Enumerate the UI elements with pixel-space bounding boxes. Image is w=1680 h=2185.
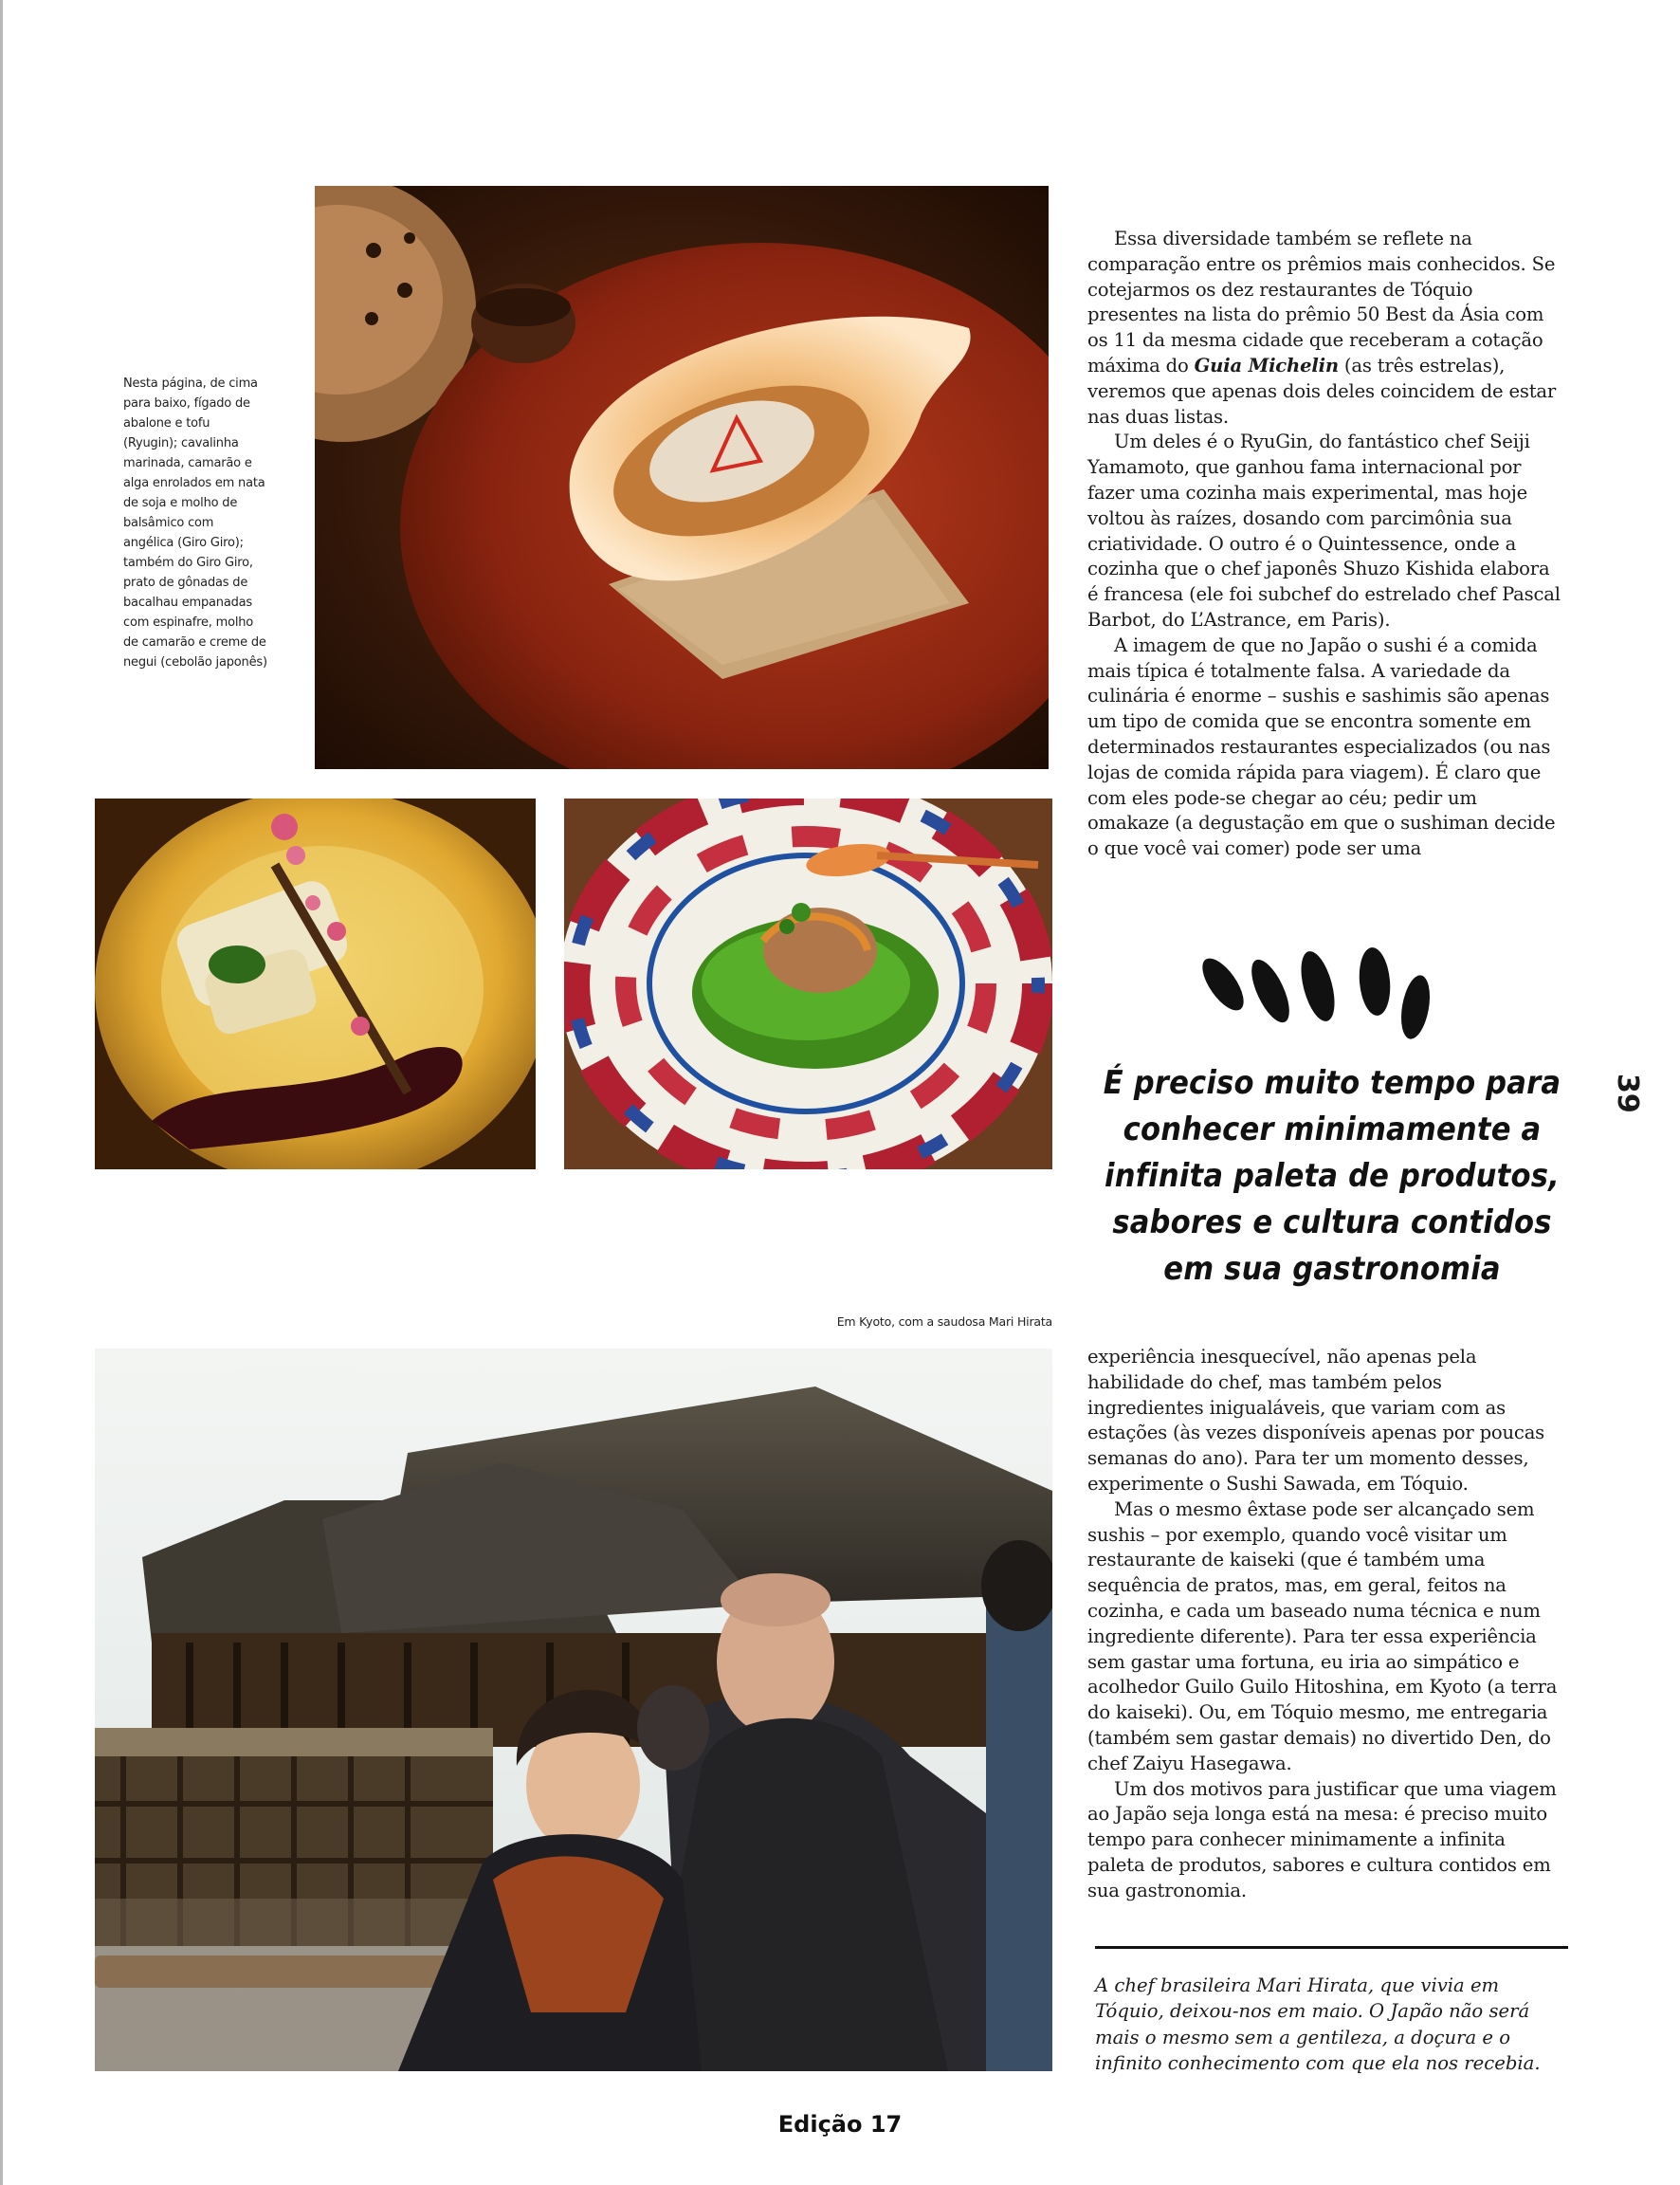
pull-quote: É preciso muito tempo para conhecer minimamente a infinita paleta de produtos, sabores e cultura contidos em sua gastronomia bbox=[1103, 1064, 1561, 1288]
article-column-bottom bbox=[1087, 1345, 1563, 1904]
caption-dishes: Nesta página, de cima para baixo, fígado de abalone e tofu (Ryugin); cavalinha marinada, camarão e alga enrolados em nata de soja e molho de balsâmico com angélica (Giro Giro); também do Giro Giro, prato de gônadas de bacalhau empanadas com espinafre, molho de camarão e creme de negui (cebolão japonês) bbox=[123, 376, 267, 670]
article-paragraph-4: experiência inesquecível, não apenas pela habilidade do chef, mas também pelos ingredientes inigualáveis, que variam com as estações (às vezes disponíveis apenas por poucas semanas do ano). Para ter um momento desses, experimente o Sushi Sawada, em Tóquio. bbox=[1087, 1346, 1545, 1495]
article-paragraph-2: Um deles é o RyuGin, do fantástico chef Seiji Yamamoto, que ganhou fama internacional por fazer uma cozinha mais experimental, mas hoje voltou às raízes, dosando com parcimônia sua criatividade. O outro é o Quintessence, onde a cozinha que o chef japonês Shuzo Kishida elabora é francesa (ele foi subchef do estrelado chef Pascal Barbot, do L’Astrance, em Paris). bbox=[1087, 431, 1561, 631]
divider-rule bbox=[1095, 1946, 1568, 1949]
guia-michelin-title: Guia Michelin bbox=[1194, 354, 1339, 376]
article-paragraph-5: Mas o mesmo êxtase pode ser alcançado sem sushis – por exemplo, quando você visitar um restaurante de kaiseki (que é também uma sequência de pratos, mas, em geral, feitos na cozinha, e cada um baseado numa técnica e num ingrediente diferente). Para ter essa experiência sem gastar uma fortuna, eu iria ao simpático e acolhedor Guilo Guilo Hitoshina, em Kyoto (a terra do kaiseki). Ou, em Tóquio mesmo, me entregaria (também sem gastar demais) no divertido Den, do chef Zaiyu Hasegawa. bbox=[1087, 1497, 1558, 1774]
article-paragraph-6: Um dos motivos para justificar que uma viagem ao Japão seja longa está na mesa: é preciso muito tempo para conhecer minimamente a infinita paleta de produtos, sabores e cultura contidos em sua gastronomia. bbox=[1087, 1777, 1557, 1901]
article-paragraph-3: A imagem de que no Japão o sushi é a comida mais típica é totalmente falsa. A variedade da culinária é enorme – sushis e sashimis são apenas um tipo de comida que se encontra somente em determinados restaurantes especializados (ou nas lojas de comida rápida para viagem). É claro que com eles pode-se chegar ao céu; pedir um omakaze (a degustação em que o sushiman decide o que você vai comer) pode ser uma bbox=[1087, 633, 1556, 860]
page-edge bbox=[0, 0, 3, 2185]
article-column-top bbox=[1087, 227, 1563, 862]
page-number: 39 bbox=[1611, 1074, 1644, 1113]
article-paragraph-1: Essa diversidade também se reflete na comparação entre os prêmios mais conhecidos. Se cotejarmos os dez restaurantes de Tóquio presentes na lista do prêmio 50 Best da Ásia com os 11 da mesma cidade que receberam a cotação máxima do Guia Michelin (as três estrelas), veremos que apenas dois deles coincidem de estar nas duas listas. bbox=[1087, 228, 1557, 428]
caption-kyoto: Em Kyoto, com a saudosa Mari Hirata bbox=[836, 1314, 1052, 1329]
photo-codfish-dish bbox=[564, 799, 1052, 1169]
tribute-note: A chef brasileira Mari Hirata, que vivia em Tóquio, deixou-nos em maio. O Japão não será mais o mesmo sem a gentileza, a doçura e o infinito conhecimento com que ela nos recebia. bbox=[1095, 1974, 1541, 2075]
photo-abalone-dish bbox=[315, 186, 1049, 769]
issue-footer: Edição 17 bbox=[777, 2111, 903, 2138]
photo-mackerel-dish bbox=[95, 799, 536, 1169]
brushstroke-ornament bbox=[1185, 939, 1451, 1043]
photo-kyoto-temple bbox=[95, 1349, 1052, 2071]
